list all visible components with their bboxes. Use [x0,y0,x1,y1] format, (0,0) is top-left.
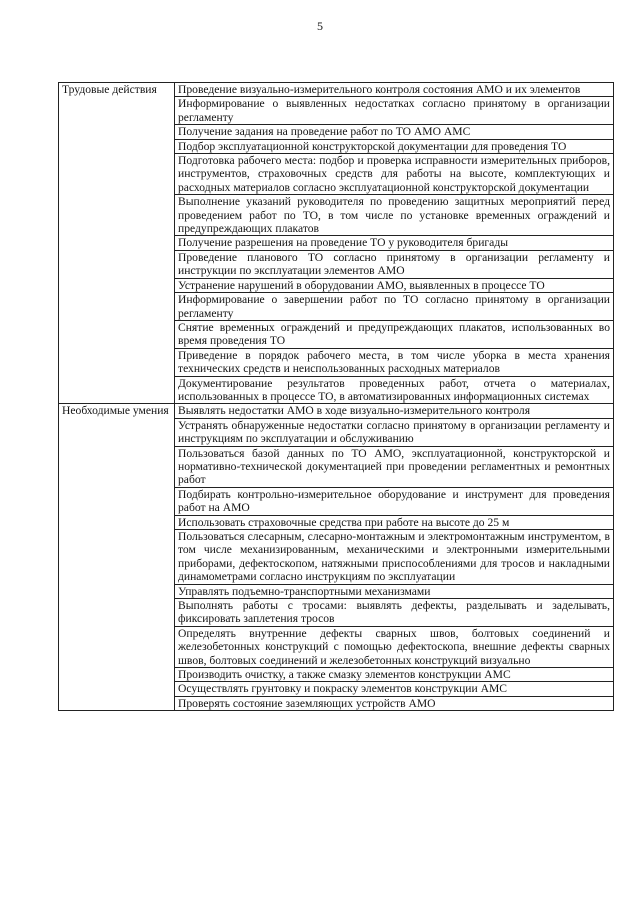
table-cell-item: Устранять обнаруженные недостатки согласно принятому в организации регламенту и инструкциям по эксплуатации и обслуживанию [175,418,614,446]
table-cell-item: Получение задания на проведение работ по ТО АМО АМС [175,125,614,139]
section-title: Необходимые умения [59,404,175,711]
table-cell-item: Пользоваться базой данных по ТО АМО, эксплуатационной, конструкторской и нормативно-технической документацией при проведении регламентных и ремонтных работ [175,446,614,487]
table-cell-item: Подбор эксплуатационной конструкторской документации для проведения ТО [175,139,614,153]
competency-table [58,82,614,711]
table-cell-item: Проведение визуально-измерительного контроля состояния АМО и их элементов [175,83,614,97]
table-cell-item: Проверять состояние заземляющих устройств АМО [175,696,614,710]
table-cell-item: Устранение нарушений в оборудовании АМО, выявленных в процессе ТО [175,278,614,292]
table-cell-item: Использовать страховочные средства при работе на высоте до 25 м [175,515,614,529]
table-cell-item: Осуществлять грунтовку и покраску элементов конструкции АМС [175,682,614,696]
table-cell-item: Подбирать контрольно-измерительное оборудование и инструмент для проведения работ на АМО [175,487,614,515]
table-cell-item: Приведение в порядок рабочего места, в том числе уборка в места хранения технических средств и неиспользованных расходных материалов [175,348,614,376]
section-title: Трудовые действия [59,83,175,404]
page-number: 5 [317,19,323,33]
table-row [59,83,614,97]
table-cell-item: Документирование результатов проведенных работ, отчета о материалах, использованных в процессе ТО, в автоматизированных информационных системах [175,376,614,404]
table-cell-item: Получение разрешения на проведение ТО у руководителя бригады [175,236,614,250]
table-cell-item: Определять внутренние дефекты сварных швов, болтовых соединений и железобетонных конструкций с помощью дефектоскопа, внешние дефекты сварных швов, болтовых соединений и железобетонных конструкций визуально [175,626,614,667]
table-cell-item: Производить очистку, а также смазку элементов конструкции АМС [175,668,614,682]
table-row [59,404,614,418]
table-cell-item: Выполнять работы с тросами: выявлять дефекты, разделывать и заделывать, фиксировать заплетения тросов [175,599,614,627]
table-cell-item: Управлять подъемно-транспортными механизмами [175,584,614,598]
table-cell-item: Информирование о завершении работ по ТО согласно принятому в организации регламенту [175,293,614,321]
table-cell-item: Выполнение указаний руководителя по проведению защитных мероприятий перед проведением работ по ТО, в том числе по установке временных ограждений и предупреждающих плакатов [175,195,614,236]
table-cell-item: Подготовка рабочего места: подбор и проверка исправности измерительных приборов, инструментов, страховочных средств для работы на высоте, комплектующих и расходных материалов согласно эксплуатационной конструкторской документации [175,154,614,195]
table-cell-item: Проведение планового ТО согласно принятому в организации регламенту и инструкции по эксплуатации элементов АМО [175,250,614,278]
table-cell-item: Информирование о выявленных недостатках согласно принятому в организации регламенту [175,97,614,125]
table-cell-item: Пользоваться слесарным, слесарно-монтажным и электромонтажным инструментом, в том числе механизированным, механическими и электронными измерительными приборами, дефектоскопом, натяжными приспособлениями для тросов и накладными динамометрами согласно инструкциям по эксплуатации [175,530,614,585]
table-cell-item: Выявлять недостатки АМО в ходе визуально-измерительного контроля [175,404,614,418]
table-cell-item: Снятие временных ограждений и предупреждающих плакатов, использованных во время проведения ТО [175,320,614,348]
